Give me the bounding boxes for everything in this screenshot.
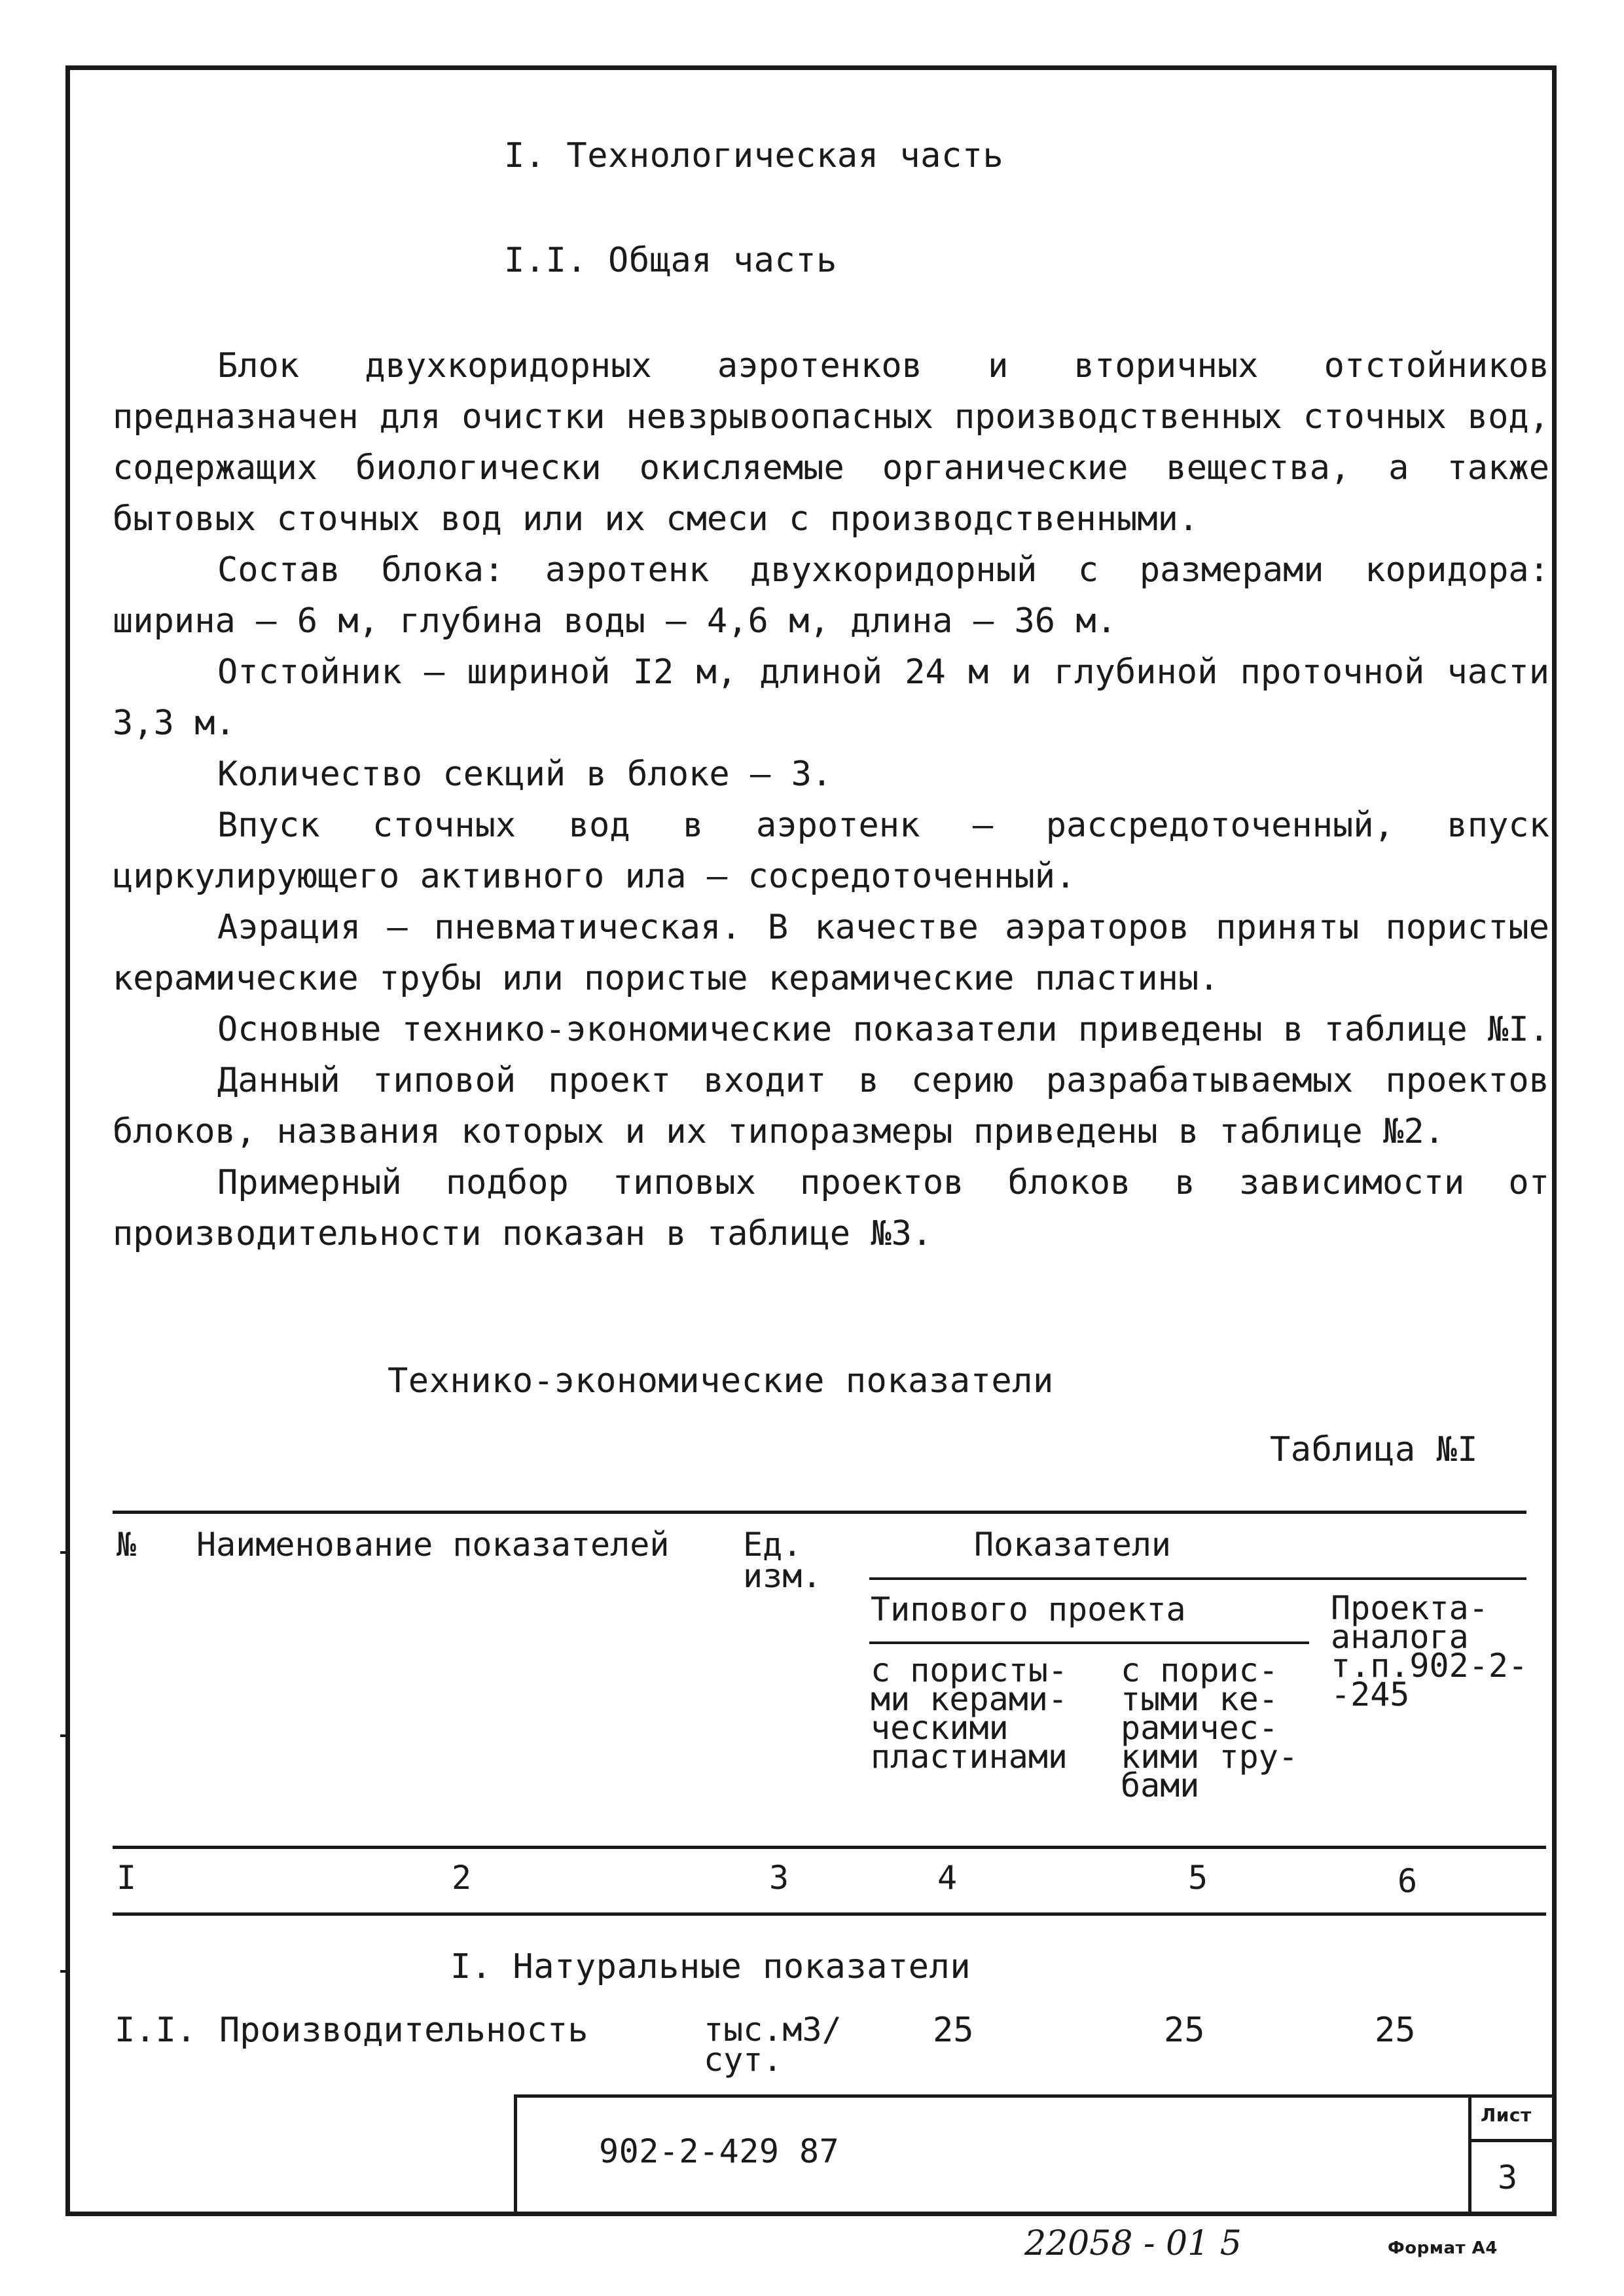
header-bottom-rule bbox=[113, 1846, 1546, 1849]
table-top-rule bbox=[113, 1511, 1526, 1514]
header-col-tubes: с порис- тыми ке- рамичес- кими тру- бами bbox=[1121, 1651, 1298, 1804]
row-value: 25 bbox=[1164, 2011, 1205, 2050]
paragraph: Состав блока: аэротенк двухкоридорный с размерами коридора: ширина – 6 м, глубина воды – 4,6 м, длина – 36 м. bbox=[113, 550, 1549, 641]
col-number: 2 bbox=[452, 1859, 472, 1897]
table-section-title: I. Натуральные показатели bbox=[450, 1947, 971, 1986]
row-unit: тыс.м3/ сут. bbox=[704, 2011, 842, 2079]
header-col-unit: Ед. изм. bbox=[743, 1526, 822, 1595]
paragraph: Аэрация – пневматическая. В качестве аэраторов приняты пористые керамические трубы или пористые керамические пластины. bbox=[113, 908, 1549, 998]
row-name: Производительность bbox=[219, 2011, 588, 2050]
col-number: 5 bbox=[1188, 1859, 1208, 1897]
table-title: Технико-экономические показатели bbox=[388, 1361, 1054, 1401]
numbers-bottom-rule bbox=[113, 1912, 1546, 1916]
edge-tick bbox=[60, 1734, 68, 1737]
sheet-number: 3 bbox=[1498, 2159, 1518, 2197]
col-number: 4 bbox=[937, 1859, 958, 1897]
edge-tick bbox=[60, 1551, 68, 1554]
col-number: I bbox=[117, 1859, 137, 1897]
format-label: Формат А4 bbox=[1388, 2238, 1498, 2258]
document-code: 902-2-429 87 bbox=[599, 2132, 840, 2170]
handwritten-number: 22058 - 01 5 bbox=[1024, 2224, 1242, 2263]
header-col-analog: Проекта- аналога т.п.902-2- -245 bbox=[1331, 1589, 1528, 1713]
paragraph: Впуск сточных вод в аэротенк – рассредоточенный, впуск циркулирующего активного ила – сосредоточенный. bbox=[113, 806, 1549, 896]
table-label: Таблица №I bbox=[1270, 1430, 1479, 1469]
paragraph: Данный типовой проект входит в серию разрабатываемых проектов блоков, названия которых и их типоразмеры приведены в таблице №2. bbox=[113, 1061, 1549, 1151]
paragraph: Отстойник – шириной I2 м, длиной 24 м и глубиной проточной части 3,3 м. bbox=[113, 653, 1549, 743]
paragraph: Количество секций в блоке – 3. bbox=[217, 755, 833, 794]
col-number: 3 bbox=[769, 1859, 789, 1897]
row-number: I.I. bbox=[115, 2011, 197, 2050]
header-col-indicators: Показатели bbox=[974, 1526, 1172, 1564]
header-rule-typical bbox=[869, 1641, 1309, 1644]
body-text bbox=[113, 340, 1549, 1259]
header-col-plates: с пористы- ми керами- ческими пластинами bbox=[871, 1651, 1068, 1776]
edge-tick bbox=[60, 1970, 68, 1973]
row-value: 25 bbox=[933, 2011, 974, 2050]
header-col-name: Наименование показателей bbox=[196, 1526, 670, 1564]
section-heading: I. Технологическая часть bbox=[504, 136, 1004, 175]
col-number: 6 bbox=[1398, 1862, 1418, 1900]
paragraph: Блок двухкоридорных аэротенков и вторичных отстойников предназначен для очистки невзрывоопасных производственных сточных вод, содержащих биологически окисляемые органические вещества, а также бытовых сточных вод или их смеси с производственными. bbox=[113, 346, 1549, 539]
sheet-box-divider bbox=[1468, 2139, 1557, 2142]
row-value: 25 bbox=[1375, 2011, 1416, 2050]
subsection-heading: I.I. Общая часть bbox=[504, 241, 837, 280]
sheet-label: Лист bbox=[1481, 2104, 1532, 2126]
header-rule-indicators bbox=[869, 1577, 1526, 1580]
header-col-no: № bbox=[117, 1526, 137, 1564]
paragraph: Примерный подбор типовых проектов блоков в зависимости от производительности показан в таблице №3. bbox=[113, 1163, 1549, 1253]
header-col-typical: Типового проекта bbox=[871, 1590, 1186, 1628]
paragraph: Основные технико-экономические показатели приведены в таблице №I. bbox=[217, 1010, 1549, 1049]
